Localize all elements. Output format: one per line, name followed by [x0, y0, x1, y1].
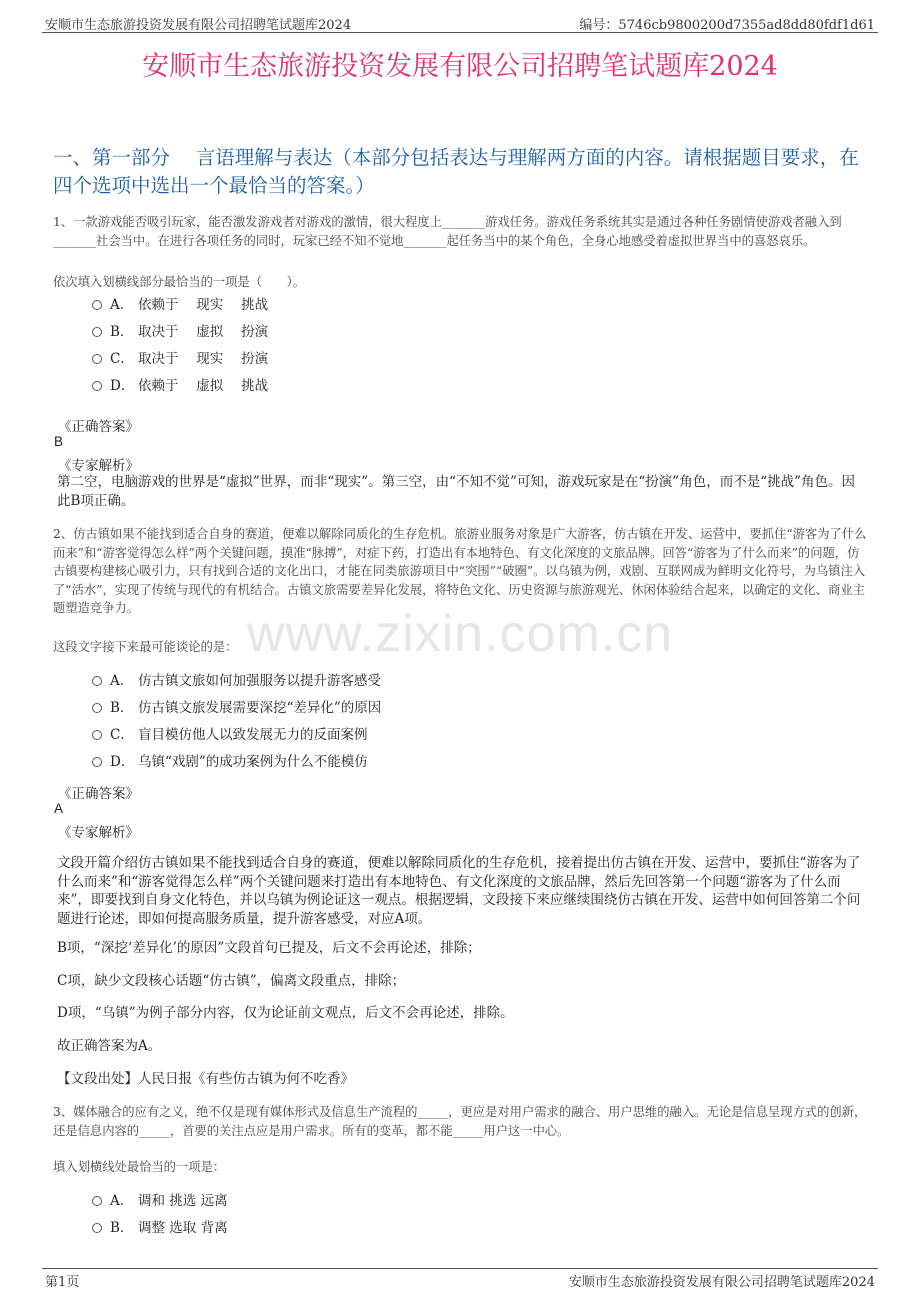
radio-icon[interactable]: [92, 327, 102, 337]
footer-divider: [42, 1268, 878, 1269]
option-b[interactable]: B． 取决于 虚拟 扮演: [92, 316, 268, 343]
radio-icon[interactable]: [92, 354, 102, 364]
question-1-options: [92, 289, 268, 397]
question-3-stem: 填入划横线处最恰当的一项是：: [53, 1160, 226, 1174]
radio-icon[interactable]: [92, 757, 102, 767]
question-1-text: 1、一款游戏能否吸引玩家，能否激发游戏者对游戏的激情，很大程度上_______游戏任务。游戏任务系统其实是通过各种任务剧情使游戏者融入到_______社会当中。在进行各项任务的同时，玩家已经不知不觉地_______起任务当中的某个角色，全身心地感受着虚拟世界当中的喜怒哀乐。: [53, 215, 842, 248]
correct-answer-label: 《正确答案》: [58, 786, 139, 802]
analysis-option-b: B项，“深挖‘差异化’的原因”文段首句已提及，后文不会再论述，排除；: [57, 940, 481, 956]
watermark: www.zixin.com.cn: [246, 605, 674, 663]
option-a[interactable]: A． 调和 挑选 远离: [92, 1185, 228, 1212]
section-heading: 一、第一部分 言语理解与表达（本部分包括表达与理解两方面的内容。请根据题目要求，在四个选项中选出一个最恰当的答案。）: [53, 146, 859, 197]
analysis-conclusion: 故正确答案为A。: [57, 1038, 162, 1054]
radio-icon[interactable]: [92, 703, 102, 713]
radio-icon[interactable]: [92, 381, 102, 391]
option-a[interactable]: A． 依赖于 现实 挑战: [92, 289, 268, 316]
footer-title: 安顺市生态旅游投资发展有限公司招聘笔试题库2024: [568, 1275, 875, 1290]
analysis-option-d: D项，“乌镇”为例子部分内容，仅为论证前文观点，后文不会再论述，排除。: [57, 1005, 514, 1021]
option-d[interactable]: D． 乌镇“戏剧”的成功案例为什么不能模仿: [92, 746, 381, 773]
option-b[interactable]: B． 仿古镇文旅发展需要深挖“差异化”的原因: [92, 692, 381, 719]
analysis-source: 【文段出处】人民日报《有些仿古镇为何不吃香》: [57, 1071, 354, 1087]
option-d[interactable]: D． 依赖于 虚拟 挑战: [92, 370, 268, 397]
option-c[interactable]: C． 盲目模仿他人以致发展无力的反面案例: [92, 719, 381, 746]
expert-analysis-label: 《专家解析》: [58, 458, 139, 474]
header-left-title: 安顺市生态旅游投资发展有限公司招聘笔试题库2024: [45, 18, 352, 33]
question-2-stem: 这段文字接下来最可能谈论的是：: [53, 640, 238, 654]
question-1-analysis: 第二空，电脑游戏的世界是“虚拟”世界，而非“现实”。第三空，由“不知不觉”可知，游戏玩家是在“扮演”角色，而不是“挑战”角色。因此B项正确。: [57, 474, 856, 509]
question-3-text: 3、媒体融合的应有之义，绝不仅是现有媒体形式及信息生产流程的_____，更应是对用户需求的融合、用户思维的融入。无论是信息呈现方式的创新，还是信息内容的_____，首要的关注点应是用户需求。所有的变革，都不能_____用户这一中心。: [53, 1105, 867, 1138]
radio-icon[interactable]: [92, 1223, 102, 1233]
option-a[interactable]: A． 仿古镇文旅如何加强服务以提升游客感受: [92, 665, 381, 692]
question-2-text: 2、仿古镇如果不能找到适合自身的赛道，便难以解除同质化的生存危机。旅游业服务对象是广大游客，仿古镇在开发、运营中，要抓住“游客为了什么而来”和“游客觉得怎么样”两个关键问题，摸准“脉搏”，对症下药，打造出有本地特色、有文化深度的文旅品牌。回答“游客为了什么而来”的问题，仿古镇要构建核心吸引力，只有找到合适的文化出口，才能在同类旅游项目中“突围”“破圈”。以乌镇为例，戏剧、互联网成为鲜明文化符号，为乌镇注入了“活水”，实现了传统与现代的有机结合。古镇文旅需要差异化发展，将特色文化、历史资源与旅游观光、休闲体验结合起来，以确定的文化、商业主题塑造竞争力。: [53, 527, 867, 615]
option-b[interactable]: B． 调整 选取 背离: [92, 1212, 228, 1239]
page-title: 安顺市生态旅游投资发展有限公司招聘笔试题库2024: [142, 51, 778, 82]
radio-icon[interactable]: [92, 300, 102, 310]
expert-analysis-label: 《专家解析》: [58, 825, 139, 841]
correct-answer-label: 《正确答案》: [58, 419, 139, 435]
radio-icon[interactable]: [92, 1196, 102, 1206]
option-c[interactable]: C． 取决于 现实 扮演: [92, 343, 268, 370]
question-2-options: [92, 665, 381, 773]
radio-icon[interactable]: [92, 676, 102, 686]
page-number: 第1页: [45, 1275, 80, 1290]
radio-icon[interactable]: [92, 730, 102, 740]
analysis-option-c: C项，缺少文段核心话题“仿古镇”，偏离文段重点，排除；: [57, 973, 406, 989]
question-3-options: [92, 1185, 228, 1239]
correct-answer-value: A: [54, 801, 64, 816]
question-2-analysis-main: 文段开篇介绍仿古镇如果不能找到适合自身的赛道，便难以解除同质化的生存危机，接着提出仿古镇在开发、运营中，要抓住“游客为了什么而来”和“游客觉得怎么样”两个关键问题来打造出有本地特色、有文化深度的文旅品牌，然后先回答第一个问题“游客为了什么而来”，即要找到自身文化特色，并以乌镇为例论证这一观点。根据逻辑，文段接下来应继续围绕仿古镇在开发、运营中如何回答第二个问题进行论述，即如何提高服务质量，提升游客感受，对应A项。: [57, 855, 861, 927]
question-1-stem: 依次填入划横线部分最恰当的一项是（ ）。: [53, 275, 306, 289]
header-divider: [42, 32, 878, 33]
correct-answer-value: B: [54, 434, 64, 449]
header-document-id: 编号：5746cb9800200d7355ad8dd80fdf1d61: [579, 18, 875, 33]
